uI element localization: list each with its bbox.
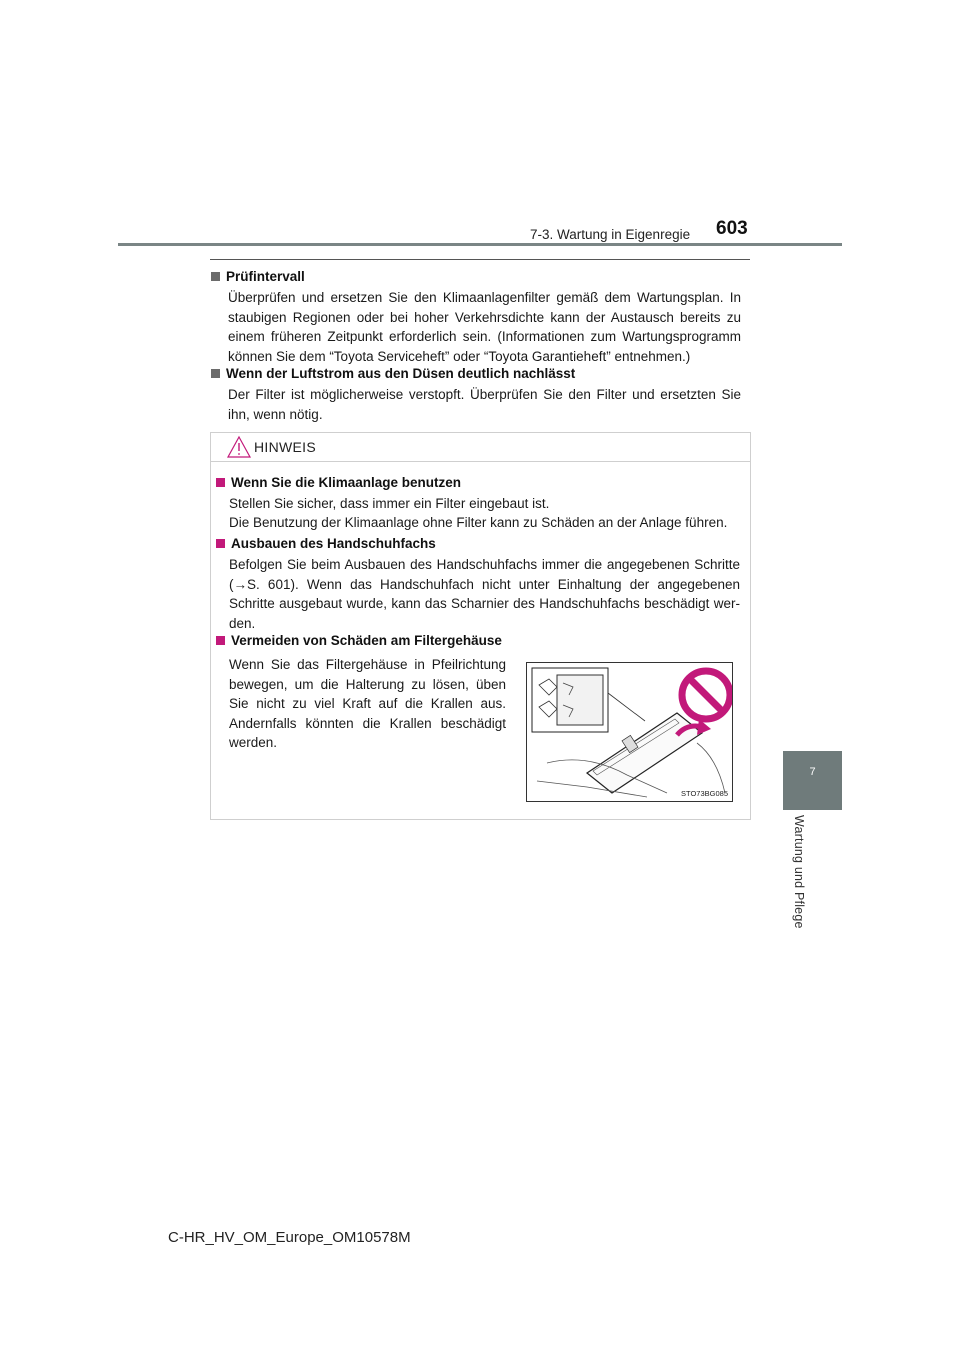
- bullet-square-icon: [216, 478, 225, 487]
- section-text-pruefintervall: Überprüfen und ersetzen Sie den Klimaanlagenfilter gemäß dem Wartungsplan. In staubigen Regionen oder bei hoher Verkehrsdichte kann der Austausch bereits zu einem früheren Zeitpunkt erforderlich sein. (Informationen zum Wartungsprogramm können Sie dem “Toyota Serviceheft” oder “Toyota Garantieheft” entnehmen.): [228, 290, 741, 364]
- figure-code: STO73BG085: [681, 789, 728, 798]
- section-text-luftstrom: Der Filter ist möglicherweise verstopft. Überprüfen Sie den Filter und ersetzten Sie ihn, wenn nötig.: [228, 387, 741, 422]
- bullet-square-icon: [211, 369, 220, 378]
- footer-doc-id: C-HR_HV_OM_Europe_OM10578M: [168, 1229, 411, 1246]
- header-divider: [118, 243, 842, 246]
- bullet-square-icon: [216, 539, 225, 548]
- content-divider: [210, 259, 750, 260]
- chapter-number: 7: [809, 766, 816, 778]
- bullet-square-icon: [216, 636, 225, 645]
- warning-triangle-icon: [226, 435, 252, 459]
- notice-item-title-handschuhfach: Ausbauen des Handschuhfachs: [216, 536, 436, 551]
- notice-item-title-filtergehaeuse: Vermeiden von Schäden am Filtergehäuse: [216, 633, 502, 648]
- notice-item-title-klimaanlage: Wenn Sie die Klimaanlage benutzen: [216, 475, 461, 490]
- section-heading: 7-3. Wartung in Eigenregie: [530, 227, 691, 242]
- section-title-luftstrom: Wenn der Luftstrom aus den Düsen deutlich nachlässt: [211, 366, 575, 381]
- notice-item-line-2: Die Benutzung der Klimaanlage ohne Filter kann zu Schäden an der Anlage führen.: [229, 515, 728, 530]
- notice-item-text-filtergehaeuse: Wenn Sie das Filtergehäuse in Pfeilrichtung bewegen, um die Halterung zu lösen, üben Sie nicht zu viel Kraft auf die Krallen aus. Andernfalls könnten die Krallen beschädigt werden.: [229, 657, 506, 750]
- chapter-label: Wartung und Pflege: [792, 815, 806, 929]
- notice-item-text-handschuhfach: Befolgen Sie beim Ausbauen des Handschuhfachs immer die angegebenen Schritte (→S. 601). Wenn das Handschuhfach nicht unter Einhaltung der angegebenen Schritte ausgebaut wurde, kann das Scharnier des Handschuhfachs beschädigt wer-den.: [229, 557, 740, 631]
- page-number: 603: [716, 218, 748, 239]
- notice-header: [211, 433, 750, 462]
- bullet-square-icon: [211, 272, 220, 281]
- chapter-tab[interactable]: [783, 751, 842, 810]
- filter-housing-drawing: [527, 663, 732, 801]
- filter-housing-illustration: [526, 662, 733, 802]
- notice-title: HINWEIS: [254, 439, 316, 455]
- section-title-pruefintervall: Prüfintervall: [211, 269, 305, 284]
- notice-item-line-1: Stellen Sie sicher, dass immer ein Filter eingebaut ist.: [229, 496, 550, 511]
